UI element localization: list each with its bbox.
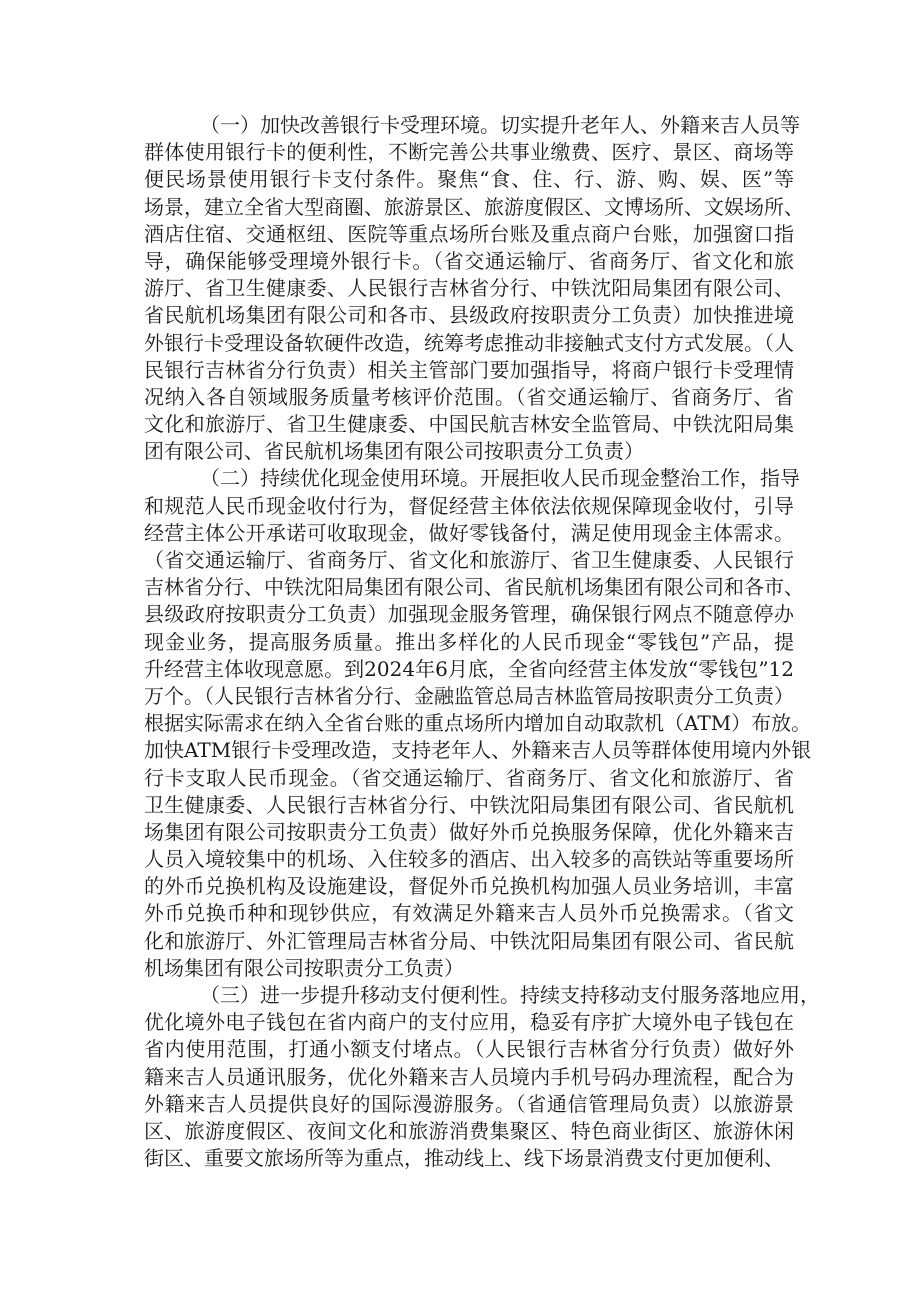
text-line: （三）进一步提升移动支付便利性。持续支持移动支付服务落地应用， — [200, 983, 820, 1007]
text-line: 和规范人民币现金收付行为，督促经营主体依法依规保障现金收付，引导 — [144, 493, 794, 518]
text-line: （省交通运输厅、省商务厅、省文化和旅游厅、省卫生健康委、人民银行 — [144, 548, 794, 572]
text-line: 酒店住宿、交通枢纽、医院等重点场所台账及重点商户台账，加强窗口指 — [144, 221, 794, 246]
text-line: 卫生健康委、人民银行吉林省分行、中铁沈阳局集团有限公司、省民航机 — [144, 792, 794, 817]
text-line: 街区、重要文旅场所等为重点，推动线上、线下场景消费支付更加便利、 — [144, 1146, 784, 1171]
text-line: 加快ATM银行卡受理改造，支持老年人、外籍来吉人员等群体使用境内外银 — [144, 738, 812, 763]
text-line: 现金业务，提高服务质量。推出多样化的人民币现金“零钱包”产品，提 — [144, 629, 794, 654]
text-line: 民银行吉林省分行负责）相关主管部门要加强指导，将商户银行卡受理情 — [144, 357, 794, 382]
text-line: 导，确保能够受理境外银行卡。（省交通运输厅、省商务厅、省文化和旅 — [144, 248, 794, 273]
text-line: 县级政府按职责分工负责）加强现金服务管理，确保银行网点不随意停办 — [144, 602, 794, 627]
paragraph-2 — [144, 465, 812, 982]
paragraph-1 — [144, 112, 804, 465]
paragraph-3 — [144, 982, 820, 1172]
text-line: 籍来吉人员通讯服务，优化外籍来吉人员境内手机号码办理流程，配合为 — [144, 1064, 794, 1089]
text-line: 游厅、省卫生健康委、人民银行吉林省分行、中铁沈阳局集团有限公司、 — [144, 276, 794, 301]
text-line: 群体使用银行卡的便利性，不断完善公共事业缴费、医疗、景区、商场等 — [144, 140, 794, 165]
text-line: 外银行卡受理设备软硬件改造，统筹考虑推动非接触式支付方式发展。（人 — [144, 330, 794, 355]
text-line: 外籍来吉人员提供良好的国际漫游服务。（省通信管理局负责）以旅游景 — [144, 1091, 794, 1116]
text-line: 化和旅游厅、外汇管理局吉林省分局、中铁沈阳局集团有限公司、省民航 — [144, 928, 794, 953]
text-line: 根据实际需求在纳入全省台账的重点场所内增加自动取款机（ATM）布放。 — [144, 711, 812, 736]
text-line: 人员入境较集中的机场、入住较多的酒店、出入较多的高铁站等重要场所 — [144, 847, 794, 872]
text-line: 外币兑换币种和现钞供应，有效满足外籍来吉人员外币兑换需求。（省文 — [144, 901, 794, 926]
text-line: 省内使用范围，打通小额支付堵点。（人民银行吉林省分行负责）做好外 — [144, 1037, 794, 1062]
text-line: 况纳入各自领域服务质量考核评价范围。（省交通运输厅、省商务厅、省 — [144, 384, 794, 409]
text-line: 省民航机场集团有限公司和各市、县级政府按职责分工负责）加快推进境 — [144, 303, 794, 328]
text-line: 吉林省分行、中铁沈阳局集团有限公司、省民航机场集团有限公司和各市、 — [144, 575, 804, 600]
document-body — [144, 112, 820, 1172]
text-line: 机场集团有限公司按职责分工负责） — [144, 955, 464, 980]
text-line: 万个。（人民银行吉林省分行、金融监管总局吉林监管局按职责分工负责） — [144, 683, 794, 708]
text-line: （一）加快改善银行卡受理环境。切实提升老年人、外籍来吉人员等 — [200, 113, 800, 137]
text-line: 行卡支取人民币现金。（省交通运输厅、省商务厅、省文化和旅游厅、省 — [144, 765, 794, 790]
text-line: 经营主体公开承诺可收取现金，做好零钱备付，满足使用现金主体需求。 — [144, 520, 794, 545]
text-line: 团有限公司、省民航机场集团有限公司按职责分工负责） — [144, 439, 644, 464]
text-line: 场景，建立全省大型商圈、旅游景区、旅游度假区、文博场所、文娱场所、 — [144, 194, 804, 219]
text-line: 便民场景使用银行卡支付条件。聚焦“食、住、行、游、购、娱、医”等 — [144, 167, 794, 192]
text-line: 文化和旅游厅、省卫生健康委、中国民航吉林安全监管局、中铁沈阳局集 — [144, 412, 794, 437]
text-line: （二）持续优化现金使用环境。开展拒收人民币现金整治工作，指导 — [200, 466, 800, 491]
text-line: 区、旅游度假区、夜间文化和旅游消费集聚区、特色商业街区、旅游休闲 — [144, 1118, 794, 1143]
text-line: 的外币兑换机构及设施建设，督促外币兑换机构加强人员业务培训，丰富 — [144, 874, 794, 899]
text-line: 升经营主体收现意愿。到2024年6月底，全省向经营主体发放“零钱包”12 — [144, 656, 794, 681]
text-line: 场集团有限公司按职责分工负责）做好外币兑换服务保障，优化外籍来吉 — [144, 819, 794, 844]
text-line: 优化境外电子钱包在省内商户的支付应用，稳妥有序扩大境外电子钱包在 — [144, 1010, 794, 1035]
